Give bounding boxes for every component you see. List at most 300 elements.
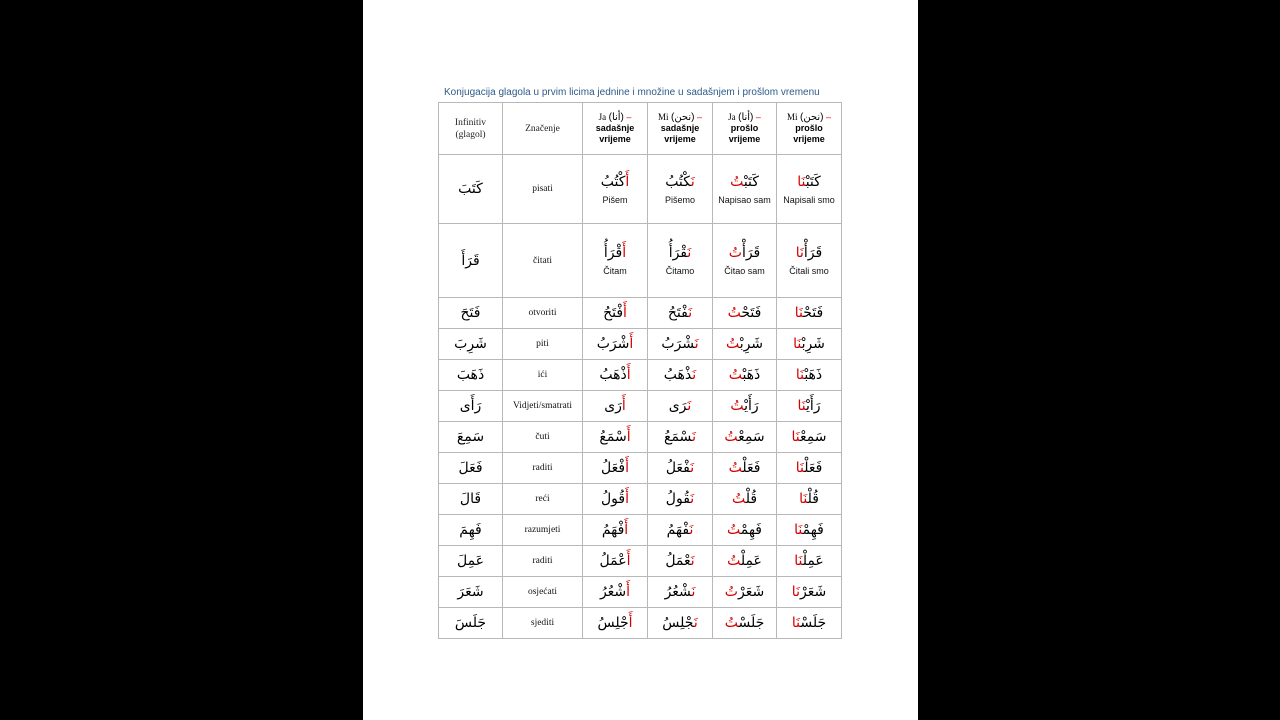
conj-arabic (601, 173, 630, 191)
conj-inner (648, 521, 712, 539)
cell-mi-past (777, 155, 842, 224)
cell-mi-pres (648, 453, 713, 484)
conj-translation: Pišem (602, 194, 628, 205)
cell-meaning (503, 224, 583, 298)
cell-mi-pres (648, 329, 713, 360)
conj-stem: فْتَحُ (603, 305, 624, 321)
conj-arabic (665, 552, 694, 570)
conj-prefix: نَ (692, 429, 696, 445)
conj-prefix: أَ (626, 553, 631, 569)
conj-prefix: أَ (629, 336, 634, 352)
cell-mi-past (777, 298, 842, 329)
conj-inner (648, 459, 712, 477)
conj-arabic (602, 521, 628, 539)
cell-meaning (503, 391, 583, 422)
conj-arabic (730, 173, 759, 191)
conj-inner (713, 335, 776, 353)
meaning-text: osjećati (527, 587, 557, 597)
conj-translation: Čitao sam (724, 266, 765, 276)
conj-prefix: نَ (692, 367, 697, 383)
conj-prefix: أَ (626, 584, 631, 600)
conj-arabic (669, 244, 692, 262)
infinitive-verb: فَهِمَ (459, 522, 482, 538)
conj-stem: شْعُرُ (664, 584, 692, 600)
table-row (439, 484, 842, 515)
infinitive-verb: جَلَسَ (454, 615, 487, 631)
cell-ja-past (713, 155, 777, 224)
conj-stem: جَلَسْ (738, 615, 765, 631)
conj-stem: عَمِلْ (740, 553, 762, 569)
conj-stem: فْتَحُ (667, 305, 689, 321)
conj-prefix: أَ (625, 491, 629, 507)
conj-suffix: نَا (794, 553, 803, 569)
cell-meaning (503, 298, 583, 329)
conj-inner (648, 614, 712, 632)
table-row (439, 515, 842, 546)
meaning-text: reći (535, 494, 550, 504)
conj-inner (713, 521, 776, 539)
conj-arabic (796, 244, 822, 262)
cell-meaning (503, 329, 583, 360)
cell-mi-pres (648, 360, 713, 391)
infinitive-verb: سَمِعَ (456, 429, 485, 445)
header-znacenje: Značenje (503, 103, 583, 155)
conj-stem: شَعَرْ (799, 584, 827, 600)
conj-stem: رَى (668, 398, 688, 414)
conj-stem: قْرَأُ (668, 245, 688, 261)
cell-infinitive (439, 391, 503, 422)
cell-mi-past (777, 577, 842, 608)
conj-stem: فَتَحْ (741, 305, 762, 321)
cell-ja-pres (583, 484, 648, 515)
cell-mi-pres (648, 515, 713, 546)
cell-mi-pres (648, 224, 713, 298)
cell-ja-pres (583, 577, 648, 608)
conj-suffix: نَا (791, 429, 800, 445)
conj-inner (713, 244, 776, 277)
conj-translation: Napisali smo (783, 194, 835, 205)
conj-inner (648, 552, 712, 570)
conj-suffix: نَا (795, 245, 804, 261)
conj-prefix: نَ (690, 173, 695, 190)
conj-stem: فْعَلُ (601, 460, 626, 476)
header-infinitiv: Infinitiv (glagol) (439, 103, 503, 155)
conj-inner (583, 173, 647, 206)
cell-ja-past (713, 515, 777, 546)
cell-meaning (503, 546, 583, 577)
header-mi-present: Mi (نحن) – sadašnje vrijeme (648, 103, 713, 155)
cell-meaning (503, 155, 583, 224)
conj-inner (713, 583, 776, 601)
conj-arabic (730, 397, 758, 415)
cell-mi-pres (648, 484, 713, 515)
conj-arabic (669, 397, 692, 415)
conj-inner (583, 614, 647, 632)
cell-meaning (503, 484, 583, 515)
conj-stem: جْلِسُ (597, 615, 629, 631)
conj-inner (777, 614, 841, 632)
conj-suffix: تُ (725, 336, 740, 352)
table-row (439, 155, 842, 224)
cell-mi-pres (648, 422, 713, 453)
conj-inner (713, 459, 776, 477)
cell-infinitive (439, 422, 503, 453)
cell-mi-pres (648, 608, 713, 639)
conj-inner (648, 366, 712, 384)
conj-stem: سَمِعْ (738, 429, 765, 445)
table-row (439, 608, 842, 639)
cell-infinitive (439, 224, 503, 298)
conj-arabic (725, 583, 764, 601)
conj-prefix: أَ (625, 173, 630, 190)
conj-translation: Napisao sam (718, 194, 771, 205)
conj-stem: فَعَلْ (742, 460, 761, 476)
table-row (439, 329, 842, 360)
conj-prefix: نَ (687, 245, 692, 261)
conj-prefix: أَ (628, 615, 633, 631)
conj-stem: كَتَبْ (805, 173, 821, 190)
cell-meaning (503, 515, 583, 546)
cell-infinitive (439, 515, 503, 546)
conj-suffix: تُ (727, 522, 741, 538)
infinitive-verb: شَعَرَ (457, 584, 484, 600)
table-row (439, 360, 842, 391)
cell-mi-pres (648, 155, 713, 224)
conj-suffix: تُ (724, 615, 739, 631)
header-row (439, 103, 842, 155)
conj-prefix: نَ (690, 460, 695, 476)
conj-prefix: أَ (623, 305, 627, 321)
conj-arabic (667, 521, 694, 539)
conj-stem: فَهِمْ (740, 522, 762, 538)
conj-arabic (662, 614, 697, 632)
meaning-text: otvoriti (528, 308, 557, 318)
conj-suffix: تُ (724, 584, 738, 600)
cell-ja-past (713, 224, 777, 298)
conj-suffix: نَا (794, 305, 804, 321)
conj-inner (583, 552, 647, 570)
conj-prefix: نَ (691, 584, 696, 600)
cell-infinitive (439, 484, 503, 515)
conj-stem: عَمِلْ (802, 553, 824, 569)
infinitive-verb: قَالَ (459, 491, 482, 507)
conj-inner (583, 397, 647, 415)
cell-ja-pres (583, 515, 648, 546)
conj-stem: شَرِبْ (801, 336, 825, 352)
conj-arabic (728, 304, 762, 322)
conj-inner (713, 397, 776, 415)
conj-arabic (604, 397, 626, 415)
conj-stem: ذَهَبْ (804, 367, 823, 383)
cell-ja-past (713, 453, 777, 484)
cell-ja-past (713, 484, 777, 515)
conj-arabic (797, 173, 821, 191)
meaning-text: raditi (532, 556, 553, 566)
conj-arabic (726, 335, 763, 353)
conj-stem: رَأَيْ (744, 398, 759, 414)
table-row (439, 224, 842, 298)
meaning-text: čuti (535, 432, 550, 442)
table-caption: Konjugacija glagola u prvim licima jednine i množine u sadašnjem i prošlom vremenu (444, 87, 820, 98)
conj-suffix: تُ (724, 429, 739, 445)
conj-arabic (668, 304, 692, 322)
cell-ja-past (713, 422, 777, 453)
conj-arabic (599, 428, 630, 446)
cell-ja-past (713, 329, 777, 360)
conj-arabic (725, 614, 765, 632)
cell-mi-past (777, 224, 842, 298)
conj-translation: Čitali smo (789, 266, 829, 276)
cell-ja-pres (583, 546, 648, 577)
conj-arabic (796, 459, 823, 477)
table-row (439, 546, 842, 577)
cell-ja-past (713, 298, 777, 329)
conj-arabic (604, 244, 626, 262)
conj-arabic (727, 521, 762, 539)
conj-stem: قَرَأْ (803, 245, 823, 261)
conj-stem: شْرَبُ (661, 336, 695, 352)
conj-inner (648, 335, 712, 353)
header-ja-past: Ja (أنا) – prošlo vrijeme (713, 103, 777, 155)
conj-arabic (794, 552, 824, 570)
conjugation-table (438, 102, 842, 639)
conj-arabic (729, 244, 761, 262)
conj-suffix: تُ (728, 245, 742, 261)
table-row (439, 391, 842, 422)
conj-inner (648, 428, 712, 446)
cell-mi-past (777, 360, 842, 391)
conj-arabic (664, 366, 696, 384)
cell-mi-past (777, 391, 842, 422)
cell-ja-past (713, 608, 777, 639)
cell-ja-pres (583, 298, 648, 329)
conj-inner (583, 366, 647, 384)
conj-suffix: نَا (791, 584, 800, 600)
table-row (439, 422, 842, 453)
conj-suffix: تُ (731, 491, 746, 507)
conj-prefix: أَ (626, 429, 631, 445)
conj-stem: فَعَلْ (804, 460, 823, 476)
conj-inner (777, 335, 841, 353)
cell-ja-past (713, 360, 777, 391)
cell-mi-past (777, 453, 842, 484)
cell-infinitive (439, 453, 503, 484)
conj-inner (648, 244, 712, 277)
conj-arabic (603, 304, 627, 322)
cell-mi-pres (648, 577, 713, 608)
conj-inner (713, 490, 776, 508)
conj-arabic (793, 335, 825, 353)
cell-ja-pres (583, 329, 648, 360)
conj-inner (777, 304, 841, 322)
conj-inner (583, 428, 647, 446)
conj-stem: رَأَيْ (805, 398, 821, 414)
cell-infinitive (439, 577, 503, 608)
conj-suffix: نَا (795, 367, 805, 383)
conj-suffix: نَا (797, 398, 806, 414)
conj-inner (583, 583, 647, 601)
conj-stem: سْمَعُ (599, 429, 627, 445)
conj-prefix: نَ (689, 522, 694, 538)
table-row (439, 577, 842, 608)
conj-arabic (729, 366, 761, 384)
conj-arabic (799, 490, 819, 508)
cell-mi-pres (648, 391, 713, 422)
conj-prefix: نَ (690, 553, 695, 569)
cell-ja-pres (583, 422, 648, 453)
conj-suffix: نَا (797, 173, 806, 190)
conj-prefix: أَ (621, 398, 626, 414)
conj-stem: سْمَعُ (664, 429, 693, 445)
infinitive-verb: فَتَحَ (460, 305, 481, 321)
conj-arabic (661, 335, 698, 353)
cell-ja-past (713, 391, 777, 422)
conj-stem: ذْهَبُ (599, 367, 627, 383)
conj-stem: قُولُ (665, 491, 691, 507)
cell-mi-past (777, 329, 842, 360)
conj-inner (648, 397, 712, 415)
conj-inner (583, 490, 647, 508)
conj-inner (648, 173, 712, 206)
cell-infinitive (439, 546, 503, 577)
conj-arabic (791, 428, 826, 446)
conj-inner (777, 366, 841, 384)
conj-suffix: تُ (728, 460, 743, 476)
cell-ja-pres (583, 453, 648, 484)
conj-stem: عْمَلُ (665, 553, 691, 569)
cell-infinitive (439, 155, 503, 224)
conj-inner (583, 521, 647, 539)
conj-prefix: نَ (687, 398, 692, 414)
conj-prefix: نَ (693, 615, 698, 631)
conj-prefix: نَ (694, 336, 699, 352)
conj-inner (648, 304, 712, 322)
meaning-text: raditi (532, 463, 553, 473)
conj-stem: كْتُبُ (600, 173, 626, 190)
conj-stem: قُلْ (807, 491, 819, 507)
conj-inner (713, 614, 776, 632)
cell-mi-pres (648, 298, 713, 329)
conj-stem: كَتَبْ (743, 173, 759, 190)
conj-arabic (666, 490, 694, 508)
conj-prefix: أَ (622, 245, 627, 261)
cell-mi-past (777, 546, 842, 577)
conj-inner (713, 304, 776, 322)
conj-stem: ذْهَبُ (663, 367, 693, 383)
conj-inner (648, 490, 712, 508)
conj-stem: ذَهَبْ (742, 367, 761, 383)
conj-inner (777, 173, 841, 206)
conj-stem: فْعَلُ (665, 460, 691, 476)
infinitive-verb: قَرَأَ (461, 252, 480, 269)
conj-prefix: نَ (688, 305, 693, 321)
cell-ja-pres (583, 608, 648, 639)
conj-inner (777, 428, 841, 446)
conj-arabic (727, 552, 762, 570)
header-mi-past: Mi (نحن) – prošlo vrijeme (777, 103, 842, 155)
conj-stem: سَمِعْ (799, 429, 827, 445)
table-row (439, 453, 842, 484)
conj-suffix: تُ (727, 305, 742, 321)
conj-arabic (597, 335, 634, 353)
conj-stem: شَرِبْ (739, 336, 764, 352)
conj-arabic (792, 583, 826, 601)
conj-arabic (796, 366, 822, 384)
cell-mi-past (777, 484, 842, 515)
conj-translation: Pišemo (664, 194, 695, 205)
conj-stem: قُولُ (601, 491, 626, 507)
conj-inner (777, 490, 841, 508)
conj-inner (777, 397, 841, 415)
cell-ja-pres (583, 224, 648, 298)
conj-arabic (665, 173, 695, 191)
cell-infinitive (439, 298, 503, 329)
meaning-text: pisati (532, 184, 553, 194)
conj-stem: فَتَحْ (803, 305, 824, 321)
cell-infinitive (439, 608, 503, 639)
conj-arabic (666, 459, 694, 477)
conj-arabic (794, 521, 824, 539)
conj-inner (583, 244, 647, 277)
infinitive-verb: كَتَبَ (458, 181, 483, 197)
conj-arabic (597, 614, 632, 632)
conj-arabic (601, 459, 629, 477)
cell-meaning (503, 360, 583, 391)
conj-prefix: أَ (625, 460, 629, 476)
conj-inner (648, 583, 712, 601)
conj-stem: قَرَأْ (741, 245, 761, 261)
cell-meaning (503, 608, 583, 639)
conj-inner (583, 335, 647, 353)
cell-mi-past (777, 515, 842, 546)
conj-arabic (724, 428, 764, 446)
conj-stem: شْرَبُ (596, 336, 630, 352)
cell-mi-past (777, 608, 842, 639)
conj-inner (777, 244, 841, 277)
conj-suffix: نَا (799, 491, 808, 507)
infinitive-verb: رَأَى (459, 398, 482, 414)
conj-prefix: أَ (626, 367, 631, 383)
conj-arabic (797, 397, 820, 415)
conj-arabic (665, 583, 696, 601)
conj-translation: Čitam (603, 266, 627, 276)
cell-meaning (503, 453, 583, 484)
conj-stem: شَعَرْ (737, 584, 765, 600)
cell-mi-pres (648, 546, 713, 577)
conj-stem: جَلَسْ (800, 615, 827, 631)
cell-ja-pres (583, 360, 648, 391)
conj-stem: عْمَلُ (599, 553, 627, 569)
conj-inner (777, 583, 841, 601)
conj-stem: قْرَأُ (603, 245, 623, 261)
conj-prefix: أَ (624, 522, 629, 538)
conj-inner (777, 459, 841, 477)
conj-inner (713, 552, 776, 570)
meaning-text: čitati (533, 255, 552, 266)
header-ja-present: Ja (أنا) – sadašnje vrijeme (583, 103, 648, 155)
conj-stem: جْلِسُ (662, 615, 694, 631)
conj-arabic (729, 459, 761, 477)
conj-arabic (599, 366, 630, 384)
infinitive-verb: ذَهَبَ (456, 367, 485, 383)
infinitive-verb: عَمِلَ (456, 553, 485, 569)
conj-inner (583, 304, 647, 322)
conj-arabic (600, 552, 631, 570)
conj-inner (713, 428, 776, 446)
conj-stem: كْتُبُ (665, 173, 691, 190)
conj-stem: رَى (604, 398, 622, 414)
conj-arabic (600, 583, 630, 601)
